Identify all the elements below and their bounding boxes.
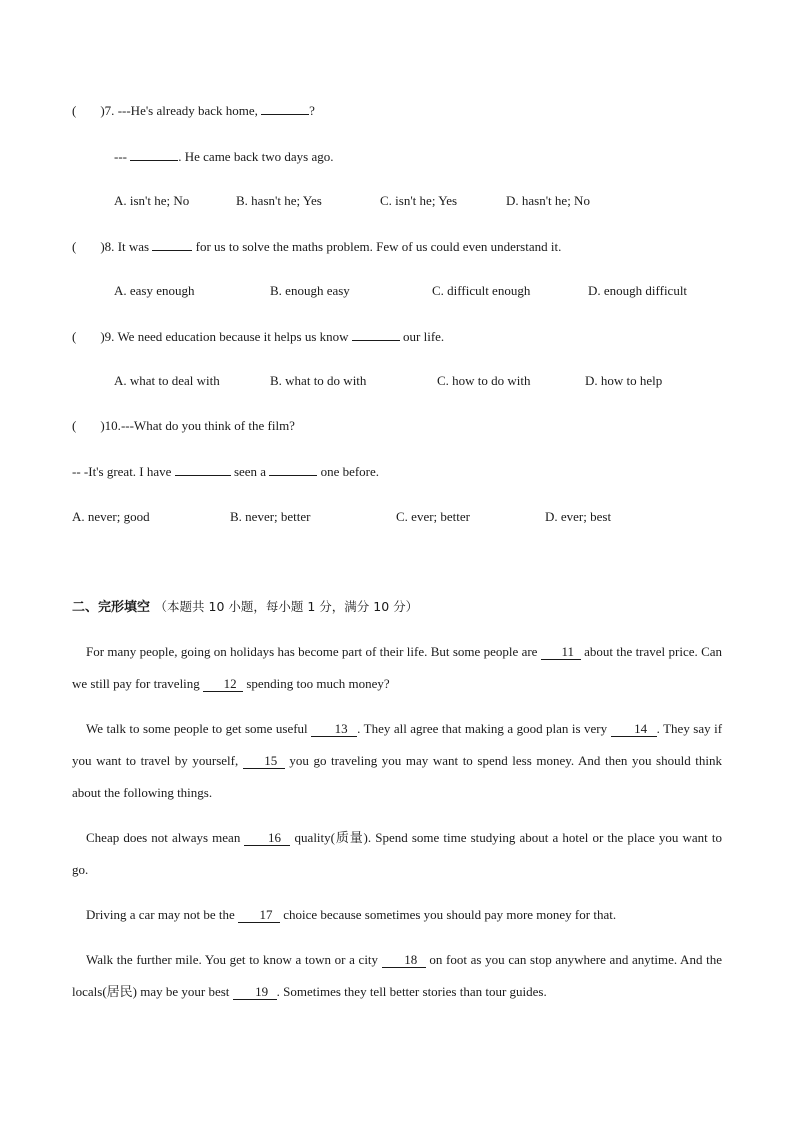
passage-paragraph-5 [72, 944, 722, 1008]
question-8-line [72, 238, 561, 255]
answer-bracket-open: ( [72, 239, 77, 254]
blank-13: 13 [311, 722, 357, 737]
question-stem: It was [117, 239, 150, 254]
reply-text: one before. [320, 464, 380, 479]
passage-text: choice because sometimes you should pay more money for that. [283, 907, 617, 922]
question-stem-end: for us to solve the maths problem. Few of us could even understand it. [195, 239, 562, 254]
reply-dash: --- [114, 149, 127, 164]
blank-19: 19 [233, 985, 277, 1000]
passage-paragraph-4 [72, 899, 722, 931]
passage-text: Driving a car may not be the [86, 907, 235, 922]
passage-text: on foot as you can stop anywhere and anytime. And the locals(居民) may be your best [72, 952, 722, 999]
option-a: A. never; good [72, 509, 150, 524]
option-d: D. how to help [585, 373, 663, 388]
passage-text: We talk to some people to get some useful [86, 721, 308, 736]
question-7-line [72, 102, 315, 119]
option-a: A. easy enough [114, 283, 195, 298]
option-d: D. enough difficult [588, 283, 688, 298]
question-10-line [72, 418, 295, 434]
fill-blank [152, 238, 192, 251]
passage-text: about the travel price. Can we still pay for traveling [72, 644, 723, 691]
passage-paragraph-1 [72, 636, 722, 700]
section-note: （本题共 10 小题，每小题 1 分，满分 10 分） [154, 599, 419, 614]
option-b: B. enough easy [270, 283, 350, 298]
option-a: A. isn't he; No [114, 193, 190, 208]
question-10-reply [72, 463, 379, 480]
fill-blank [269, 463, 317, 476]
fill-blank [175, 463, 231, 476]
passage-text: you go traveling you may want to spend less money. And then you should think about the following things. [72, 753, 722, 800]
option-d: D. ever; best [545, 509, 612, 524]
section-title: 二、完形填空 [72, 600, 151, 615]
answer-bracket-open: ( [72, 103, 77, 118]
blank-15: 15 [243, 754, 285, 769]
passage-text: Cheap does not always mean [86, 830, 241, 845]
option-c: C. isn't he; Yes [380, 193, 458, 208]
option-c: C. difficult enough [432, 283, 531, 298]
passage-text: . They say if you want to travel by yourself, [72, 721, 723, 768]
blank-16: 16 [244, 831, 290, 846]
question-number: )10. [100, 418, 121, 433]
passage-text: . They all agree that making a good plan is very [357, 721, 608, 736]
blank-18: 18 [382, 953, 426, 968]
fill-blank [352, 328, 400, 341]
question-number: )7. [100, 103, 115, 118]
option-b: B. what to do with [270, 373, 367, 388]
reply-text: -- -It's great. I have [72, 464, 172, 479]
question-number: )8. [100, 239, 115, 254]
blank-17: 17 [238, 908, 280, 923]
passage-paragraph-2 [72, 713, 722, 809]
option-b: B. never; better [230, 509, 311, 524]
passage-text: spending too much money? [246, 676, 390, 691]
passage-paragraph-3 [72, 822, 722, 886]
question-stem: We need education because it helps us know [117, 329, 349, 344]
blank-11: 11 [541, 645, 581, 660]
option-d: D. hasn't he; No [506, 193, 590, 208]
option-b: B. hasn't he; Yes [236, 193, 322, 208]
question-stem: ---He's already back home, [117, 103, 258, 118]
question-stem-end: ? [309, 103, 315, 118]
question-stem: ---What do you think of the film? [120, 418, 295, 433]
passage-text: quality(质量). Spend some time studying about a hotel or the place you want to go. [72, 830, 722, 877]
reply-text: . He came back two days ago. [178, 149, 334, 164]
answer-bracket-open: ( [72, 329, 77, 344]
blank-12: 12 [203, 677, 243, 692]
option-c: C. how to do with [437, 373, 531, 388]
option-a: A. what to deal with [114, 373, 220, 388]
question-stem-end: our life. [403, 329, 445, 344]
blank-14: 14 [611, 722, 657, 737]
question-7-reply [114, 148, 333, 165]
option-c: C. ever; better [396, 509, 470, 524]
passage-text: . Sometimes they tell better stories than tour guides. [276, 984, 547, 999]
fill-blank [261, 102, 309, 115]
question-9-line [72, 328, 444, 345]
question-number: )9. [100, 329, 115, 344]
fill-blank [130, 148, 178, 161]
reply-text: seen a [233, 464, 267, 479]
passage-text: For many people, going on holidays has become part of their life. But some people are [86, 644, 538, 659]
section-heading [72, 599, 418, 616]
passage-text: Walk the further mile. You get to know a town or a city [86, 952, 379, 967]
answer-bracket-open: ( [72, 418, 77, 433]
